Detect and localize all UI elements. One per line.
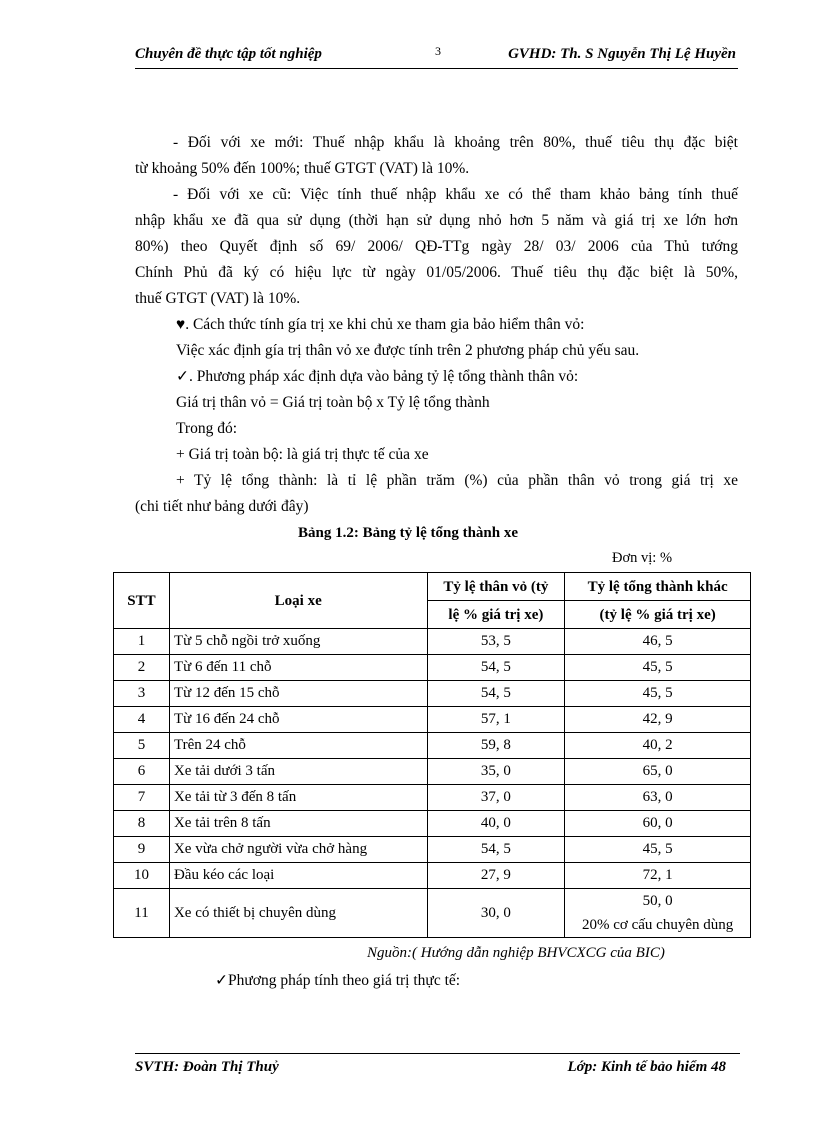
paragraph-used-car-line4: Chính Phủ đã ký có hiệu lực từ ngày 01/05/2006. Thuế tiêu thụ đặc biệt là 50%, [135, 264, 738, 281]
definition-ratio-line1: + Tỷ lệ tổng thành: là tỉ lệ phần trăm (%) của phần thân vỏ trong giá trị xe [176, 472, 738, 489]
table-source: Nguồn:( Hướng dẫn nghiệp BHVCXCG của BIC) [367, 945, 665, 961]
paragraph-new-car-line1: - Đối với xe mới: Thuế nhập khẩu là khoảng trên 80%, thuế tiêu thụ đặc biệt [173, 134, 738, 151]
cell-vehicle-type: Trên 24 chỗ [169, 733, 427, 759]
ratio-table [113, 572, 751, 938]
formula: Giá trị thân vỏ = Giá trị toàn bộ x Tỷ lệ tổng thành [176, 394, 490, 411]
cell-body-ratio: 54, 5 [427, 655, 565, 681]
heart-bullet-icon: ♥ [176, 316, 186, 333]
table-row [114, 889, 751, 938]
cell-stt: 3 [114, 681, 170, 707]
table-caption: Bảng 1.2: Bảng tỷ lệ tổng thành xe [297, 525, 519, 541]
header-stt: STT [114, 573, 170, 629]
cell-other-ratio: 72, 1 [565, 863, 751, 889]
cell-vehicle-type: Từ 16 đến 24 chỗ [169, 707, 427, 733]
cell-other-ratio: 46, 5 [565, 629, 751, 655]
cell-body-ratio: 35, 0 [427, 759, 565, 785]
cell-other-ratio: 63, 0 [565, 785, 751, 811]
table-row [114, 681, 751, 707]
cell-vehicle-type: Đầu kéo các loại [169, 863, 427, 889]
definition-ratio-line2: (chi tiết như bảng dưới đây) [135, 498, 309, 515]
cell-other-ratio: 65, 0 [565, 759, 751, 785]
header-other-ratio-line1: Tỷ lệ tổng thành khác [565, 573, 751, 601]
table-header-row [114, 573, 751, 601]
method1-heading: ✓. Phương pháp xác định dựa vào bảng tỷ lệ tổng thành thân vỏ: [176, 368, 579, 385]
table-row [114, 785, 751, 811]
cell-stt: 9 [114, 837, 170, 863]
header-body-ratio-line1: Tỷ lệ thân vỏ (tỷ [427, 573, 565, 601]
header-title: Chuyên đề thực tập tốt nghiệp [135, 46, 322, 62]
cell-stt: 5 [114, 733, 170, 759]
cell-other-ratio-line2: 20% cơ cấu chuyên dùng [582, 917, 734, 933]
header-supervisor: GVHD: Th. S Nguyễn Thị Lệ Huyền [508, 46, 736, 62]
cell-body-ratio: 54, 5 [427, 837, 565, 863]
cell-vehicle-type: Xe có thiết bị chuyên dùng [169, 889, 427, 938]
table-row [114, 863, 751, 889]
cell-body-ratio: 57, 1 [427, 707, 565, 733]
cell-vehicle-type: Từ 5 chỗ ngồi trở xuống [169, 629, 427, 655]
cell-other-ratio: 45, 5 [565, 837, 751, 863]
method2-heading: ✓Phương pháp tính theo giá trị thực tế: [215, 972, 461, 989]
table-row [114, 837, 751, 863]
cell-vehicle-type: Xe tải từ 3 đến 8 tấn [169, 785, 427, 811]
definition-total-value: + Giá trị toàn bộ: là giá trị thực tế của xe [176, 446, 429, 463]
header-vehicle-type: Loại xe [169, 573, 427, 629]
header-body-ratio-line2: lệ % giá trị xe) [427, 601, 565, 629]
cell-body-ratio: 27, 9 [427, 863, 565, 889]
cell-stt: 8 [114, 811, 170, 837]
checkmark-icon: ✓ [176, 368, 189, 385]
paragraph-new-car-line2: từ khoảng 50% đến 100%; thuế GTGT (VAT) là 10%. [135, 160, 470, 177]
cell-stt: 2 [114, 655, 170, 681]
cell-other-ratio: 45, 5 [565, 681, 751, 707]
cell-body-ratio: 59, 8 [427, 733, 565, 759]
cell-other-ratio [565, 889, 751, 938]
paragraph-used-car-line2: nhập khẩu xe đã qua sử dụng (thời hạn sử dụng nhỏ hơn 5 năm và giá trị xe lớn hơn [135, 212, 738, 229]
cell-stt: 7 [114, 785, 170, 811]
page-header [135, 44, 738, 69]
page-number: 3 [435, 44, 441, 58]
table-row [114, 655, 751, 681]
table-row [114, 733, 751, 759]
checkmark-icon: ✓ [215, 972, 228, 989]
table-row [114, 629, 751, 655]
cell-vehicle-type: Từ 6 đến 11 chỗ [169, 655, 427, 681]
cell-stt: 1 [114, 629, 170, 655]
cell-body-ratio: 53, 5 [427, 629, 565, 655]
table-row [114, 759, 751, 785]
cell-other-ratio: 60, 0 [565, 811, 751, 837]
cell-vehicle-type: Từ 12 đến 15 chỗ [169, 681, 427, 707]
paragraph-used-car-line3: 80%) theo Quyết định số 69/ 2006/ QĐ-TTg ngày 28/ 03/ 2006 của Thủ tướng [135, 238, 738, 255]
cell-body-ratio: 54, 5 [427, 681, 565, 707]
table-unit: Đơn vị: % [612, 550, 673, 566]
cell-other-ratio: 45, 5 [565, 655, 751, 681]
cell-stt: 11 [114, 889, 170, 938]
footer-class: Lớp: Kinh tế bảo hiểm 48 [567, 1059, 726, 1075]
paragraph-used-car-line5: thuế GTGT (VAT) là 10%. [135, 290, 301, 307]
paragraph-methods: Việc xác định gía trị thân vỏ xe được tính trên 2 phương pháp chủ yếu sau. [176, 342, 640, 359]
footer-student: SVTH: Đoàn Thị Thuỷ [135, 1059, 279, 1075]
cell-body-ratio: 40, 0 [427, 811, 565, 837]
page-footer [135, 1053, 740, 1075]
cell-vehicle-type: Xe tải dưới 3 tấn [169, 759, 427, 785]
cell-vehicle-type: Xe tải trên 8 tấn [169, 811, 427, 837]
cell-vehicle-type: Xe vừa chở người vừa chở hàng [169, 837, 427, 863]
table-row [114, 811, 751, 837]
valuation-heading: ♥. Cách thức tính gía trị xe khi chủ xe tham gia bảo hiểm thân vỏ: [176, 316, 585, 333]
cell-other-ratio-line1: 50, 0 [642, 893, 673, 909]
cell-other-ratio: 40, 2 [565, 733, 751, 759]
cell-body-ratio: 30, 0 [427, 889, 565, 938]
cell-stt: 6 [114, 759, 170, 785]
header-other-ratio-line2: (tỷ lệ % giá trị xe) [565, 601, 751, 629]
paragraph-used-car-line1: - Đối với xe cũ: Việc tính thuế nhập khẩu xe có thể tham khảo bảng tính thuế [173, 186, 738, 203]
cell-other-ratio: 42, 9 [565, 707, 751, 733]
cell-stt: 10 [114, 863, 170, 889]
cell-stt: 4 [114, 707, 170, 733]
cell-body-ratio: 37, 0 [427, 785, 565, 811]
table-row [114, 707, 751, 733]
where-label: Trong đó: [176, 420, 238, 437]
